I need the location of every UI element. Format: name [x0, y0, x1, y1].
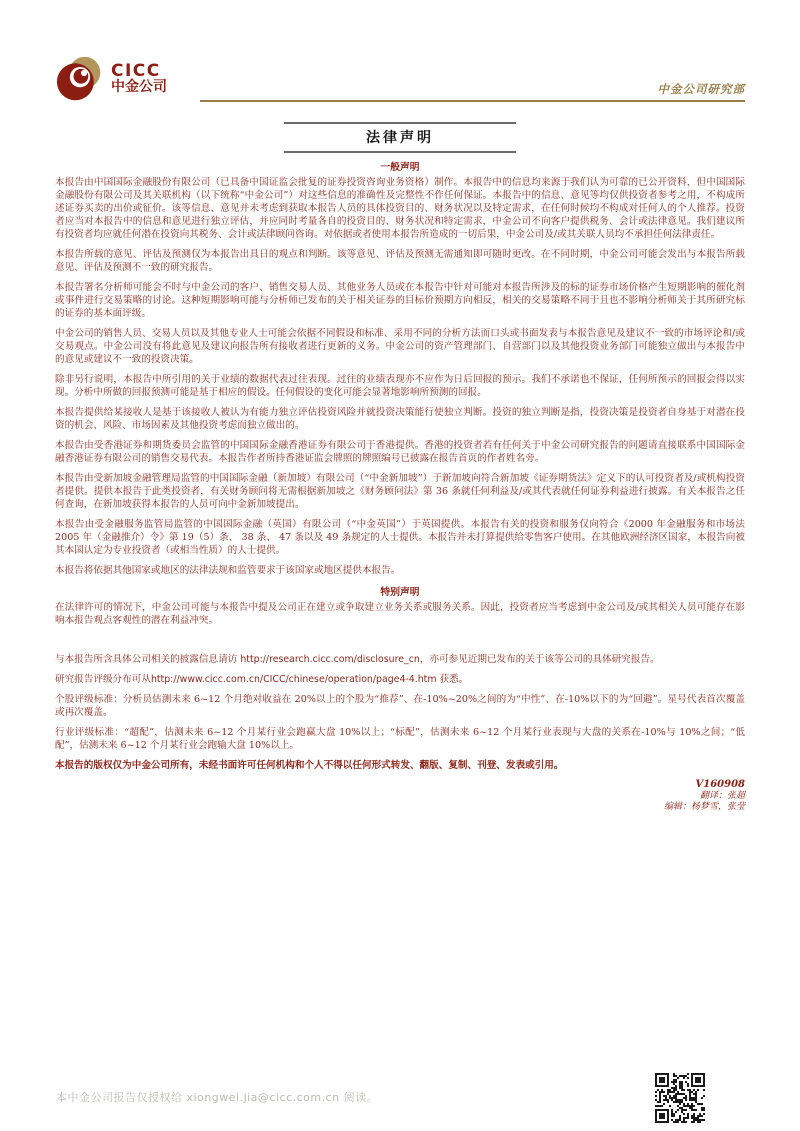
general-paragraph: 本报告由受香港证券和期货委员会监管的中国国际金融香港证券有限公司于香港提供。香港的投资者若有任何关于中金公司研究报告的问题请直接联系中国国际金融香港证券有限公司的销售交易代表。本报告作者所持香港证监会牌照的牌照编号已披露在报告首页的作者姓名旁。: [55, 440, 745, 464]
general-paragraph: 本报告将依据其他国家或地区的法律法规和监管要求于该国家或地区提供本报告。: [55, 565, 401, 576]
brand-chinese: 中金公司: [111, 79, 167, 95]
disclosure-link-suffix: ，亦可参见近期已发布的关于该等公司的具体研究报告。: [419, 654, 660, 665]
copyright-notice: 本报告的版权仅为中金公司所有，未经书面许可任何机构和个人不得以任何形式转发、翻版、复制、刊登、发表或引用。: [55, 760, 564, 771]
page-title-block: [284, 122, 516, 153]
research-department-label: 中金公司研究部: [657, 82, 745, 96]
version-block: [55, 779, 745, 814]
general-paragraph: 本报告所载的意见、评估及预测仅为本报告出具日的观点和判断。该等意见、评估及预测无需通知即可随时更改。在不同时期，中金公司可能会发出与本报告所载意见、评估及预测不一致的研究报告。: [55, 249, 745, 273]
general-paragraph: 除非另行说明，本报告中所引用的关于业绩的数据代表过往表现。过往的业绩表现亦不应作为日后回报的预示。我们不承诺也不保证，任何所预示的回报会得以实现。分析中所做的回报预测可能是基于相应的假设。任何假设的变化可能会显著地影响所预测的回报。: [55, 374, 745, 398]
statement-content: [55, 159, 745, 814]
editor-credit: 编辑：杨梦雪，张莹: [663, 802, 745, 812]
version-code: V160908: [695, 779, 745, 790]
general-paragraph: 中金公司的销售人员、交易人员以及其他专业人士可能会依据不同假设和标准、采用不同的分析方法而口头或书面发表与本报告意见及建议不一致的市场评论和/或交易观点。中金公司没有将此意见及建议向报告所有接收者进行更新的义务。中金公司的资产管理部门、自营部门以及其他投资业务部门可能独立做出与本报告中的意见或建议不一致的投资决策。: [55, 328, 745, 365]
disclosure-link-prefix: 与本报告所含具体公司相关的披露信息请访: [55, 654, 241, 665]
general-paragraph: 本报告提供给某接收人是基于该接收人被认为有能力独立评估投资风险并就投资决策能行使独立判断。投资的独立判断是指，投资决策是投资者自身基于对潜在投资的机会、风险、市场因素及其他投资考虑而独立做出的。: [55, 407, 745, 431]
rating-distribution-paragraph: [55, 673, 745, 686]
stock-rating-standard: 个股评级标准：分析员估测未来 6~12 个月绝对收益在 20%以上的个股为“推荐”、在-10%~20%之间的为“中性”、在-10%以下的为“回避”。星号代表首次覆盖或再次覆盖。: [55, 694, 745, 718]
header-divider-line: [200, 100, 745, 102]
cicc-wordmark: [111, 61, 167, 95]
authorization-footer: 本中金公司报告仅授权给 xiongwei.jia@cicc.com.cn 阅读。: [56, 1091, 379, 1104]
disclosure-link-paragraph: [55, 653, 745, 666]
general-statement-heading: 一般声明: [380, 162, 420, 173]
page-title: 法律声明: [366, 130, 434, 146]
general-paragraph: 本报告由受新加坡金融管理局监管的中国国际金融（新加坡）有限公司（“中金新加坡”）于新加坡向符合新加坡《证券期货法》定义下的认可投资者及/或机构投资者提供。提供本报告于此类投资者，有关财务顾问将无需根据新加坡之《财务顾问法》第 36 条就任何利益及/或其代表就任何证券利益进行披露。有关本报告之任何查询，在新加坡获得本报告的人员可向中金新加坡提出。: [55, 473, 745, 510]
general-paragraph: 本报告由中国国际金融股份有限公司（已具备中国证监会批复的证券投资咨询业务资格）制作。本报告中的信息均来源于我们认为可靠的已公开资料，但中国国际金融股份有限公司及其关联机构（以下统称“中金公司”）对这些信息的准确性及完整性不作任何保证。本报告中的信息、意见等均仅供投资者参考之用，不构成所述证券买卖的出价或征价。该等信息、意见并未考虑到获取本报告人员的具体投资目的、财务状况以及特定需求，在任何时候均不构成对任何人的个人推荐。投资者应当对本报告中的信息和意见进行独立评估，并应同时考量各自的投资目的、财务状况和特定需求，中金公司不向客户提供税务、会计或法律意见。我们建议所有投资者均应就任何潜在投资向其税务、会计或法律顾问咨询。对依据或者使用本报告所造成的一切后果，中金公司及/或其关联人员均不承担任何法律责任。: [55, 177, 745, 240]
industry-rating-standard: 行业评级标准：“超配”，估测未来 6~12 个月某行业会跑赢大盘 10%以上；“标配”，估测未来 6~12 个月某行业表现与大盘的关系在-10%与 10%之间；“低配”，估测未来 6~12 个月某行业会跑输大盘 10%以上。: [55, 727, 745, 751]
report-header: [0, 0, 800, 112]
qr-code-icon: [655, 1073, 705, 1123]
cicc-logo-icon: [56, 55, 104, 103]
disclosure-url-link[interactable]: http://research.cicc.com/disclosure_cn: [240, 654, 420, 665]
general-paragraph: 本报告署名分析师可能会不时与中金公司的客户、销售交易人员、其他业务人员或在本报告中针对可能对本报告所涉及的标的证券市场价格产生短期影响的催化剂或事件进行交易策略的讨论。这种短期影响可能与分析师已发布的关于相关证券的目标价预期方向相反，相关的交易策略不同于且也不影响分析师关于其所研究标的证券的基本面评级。: [55, 282, 745, 319]
special-paragraph: 在法律许可的情况下，中金公司可能与本报告中提及公司正在建立或争取建立业务关系或服务关系。因此，投资者应当考虑到中金公司及/或其相关人员可能存在影响本报告观点客观性的潜在利益冲突。: [55, 602, 745, 626]
rating-distribution-url-link[interactable]: http://www.cicc.com.cn/CICC/chinese/operation/page4-4.htm: [150, 674, 437, 685]
special-statement-heading: 特别声明: [380, 587, 420, 598]
cicc-logo-block: [56, 55, 167, 103]
rating-link-prefix: 研究报告评级分布可从: [55, 674, 151, 685]
general-paragraph: 本报告由受金融服务监管局监管的中国国际金融（英国）有限公司（“中金英国”）于英国提供。本报告有关的投资和服务仅向符合《2000 年金融服务和市场法 2005 年（金融推介）令》第 19（5）条、 38 条、 47 条以及 49 条规定的人士提供。本报告并未打算提供给零售客户使用。在其他欧洲经济区国家，本报告向被其本国认定为专业投资者（或相当性质）的人士提供。: [55, 519, 745, 556]
translator-credit: 翻译：张超: [699, 790, 745, 801]
rating-link-suffix: 获悉。: [436, 674, 469, 685]
brand-latin: CICC: [111, 61, 161, 81]
